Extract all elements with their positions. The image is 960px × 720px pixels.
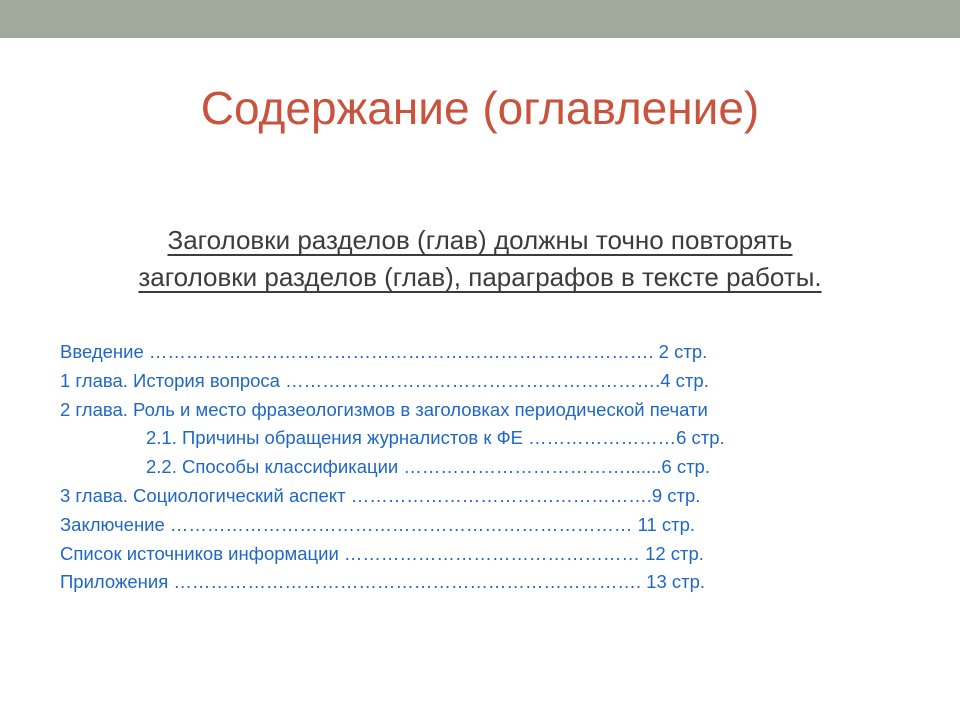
subtitle [40, 222, 920, 296]
toc-item-section-2-2: 2.2. Способы классификации ……………………………….......6 стр. [146, 456, 710, 478]
subtitle-line-2: заголовки разделов (глав), параграфов в тексте работы. [138, 262, 822, 292]
toc-item-section-2-1: 2.1. Причины обращения журналистов к ФЕ ……………………6 стр. [146, 427, 725, 449]
subtitle-line-1: Заголовки разделов (глав) должны точно повторять [167, 225, 793, 255]
toc-item-chapter-3: 3 глава. Социологический аспект ………………………………………….9 стр. [60, 484, 701, 506]
toc-item-chapter-1: 1 глава. История вопроса …………………………………………………….4 стр. [60, 369, 709, 391]
toc-item-chapter-2: 2 глава. Роль и место фразеологизмов в заголовках периодической печати [60, 398, 708, 420]
table-of-contents [60, 338, 920, 597]
top-bar [0, 0, 960, 38]
toc-item-conclusion: Заключение ………………………………………………………………… 11 стр. [60, 513, 696, 535]
slide-title: Содержание (оглавление) [200, 82, 760, 134]
toc-item-sources: Список источников информации ………………………………………… 12 стр. [60, 542, 704, 564]
toc-item-introduction: Введение ………………………………………………………………………. 2 стр. [60, 341, 708, 362]
toc-item-appendix: Приложения …………………………………………………………………. 13 стр. [60, 571, 706, 593]
